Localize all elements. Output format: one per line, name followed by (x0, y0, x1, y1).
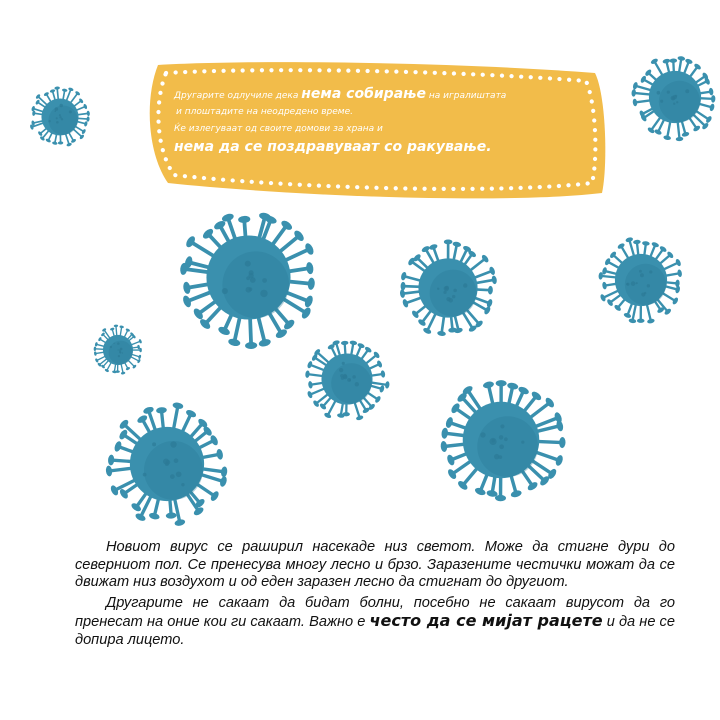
coronavirus-icon (630, 52, 720, 142)
banner-line-1-end: на игралиштата (428, 91, 507, 101)
coronavirus-icon (435, 374, 567, 506)
banner-line-3: Ќе излегуваат од своите домови за храна и (174, 124, 383, 134)
banner-line-2: и плоштадите на неодредено време. (176, 107, 353, 117)
banner-emphasis-no-handshake: нема да се поздравуваат со ракување. (174, 139, 492, 155)
coronavirus-icon (92, 324, 144, 376)
story-paragraph-2-end: и да не се допира лицето. (75, 614, 675, 648)
coronavirus-icon (397, 237, 499, 339)
message-banner (140, 55, 610, 205)
coronavirus-icon (303, 335, 391, 423)
banner-line-1-start: Другарите одлучиле дека (174, 91, 299, 101)
story-emphasis-wash-hands: често да се мијат рацете (369, 611, 603, 631)
coronavirus-icon (176, 205, 321, 350)
banner-line-1 (174, 87, 594, 101)
story-paragraph-1: Новиот вирус се раширил насекаде низ светот. Може да стигне дури до северниот пол. Се пренесува многу лесно и брзо. Заразените честички можат да се движат низ воздухот и од еден заразен лесно да стигнат до другиот. (75, 539, 675, 591)
coronavirus-icon (596, 235, 686, 325)
banner-text (174, 87, 594, 154)
banner-emphasis-no-gathering: нема собирање (301, 86, 427, 102)
story-paragraph-2 (75, 595, 675, 650)
story-paragraph-2-start: Другарите не сакаат да бидат болни, посебно не сакаат вирусот да го пренесат на оние кои ги сакаат. Важно е (75, 594, 675, 631)
coronavirus-icon (28, 85, 92, 149)
story-text (75, 539, 675, 650)
coronavirus-icon (103, 400, 231, 528)
